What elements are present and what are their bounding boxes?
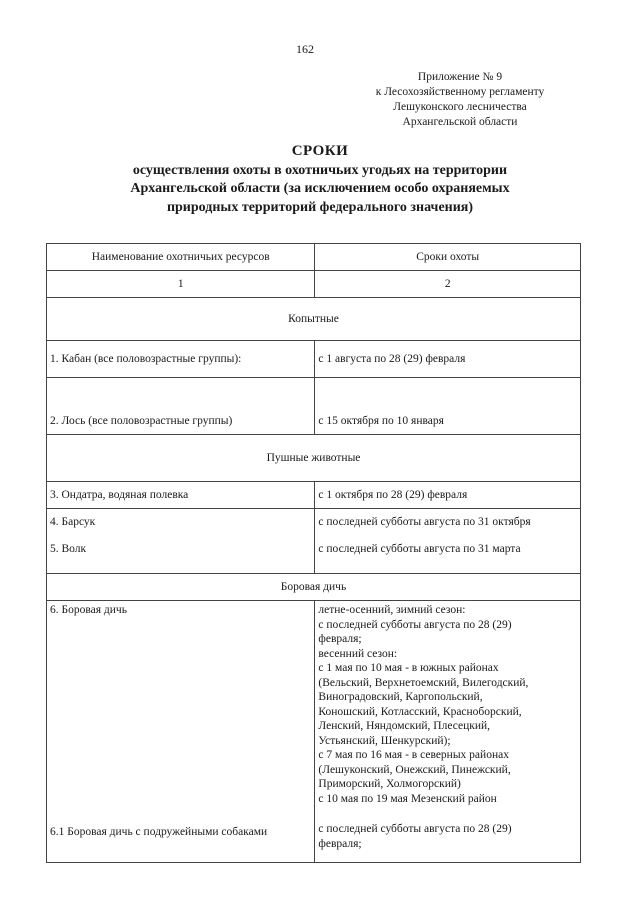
hunting-period [315,509,581,574]
spacer [318,806,577,822]
period-line: Коношский, Котласский, Красноборский, [318,705,522,718]
period-line: февраля; [318,633,362,645]
title-subtitle-line: Архангельской области (за исключением особо охраняемых [130,181,510,196]
section-row-borovaya [47,574,581,601]
spacer [50,618,311,825]
period-line: с последней субботы августа по 28 (29) [318,618,512,631]
title-subtitle-line: природных территорий федерального значения) [166,199,474,215]
hunting-period: с 15 октября по 10 января [315,378,581,435]
header-hunting-period: Сроки охоты [315,244,581,271]
table-header-row [47,244,581,271]
resource-name: 1. Кабан (все половозрастные группы): [47,341,315,378]
period-line: (Лешуконский, Онежский, Пинежский, [318,763,511,776]
spacer [318,530,577,542]
resource-name-volk: 5. Волк [50,542,87,555]
resource-name-borovaya: 6. Боровая дичь [50,604,127,616]
hunting-period [315,601,581,863]
period-line: Виноградовский, Каргопольский, [318,691,483,703]
hunting-period-volk: с последней субботы августа по 31 марта [318,542,521,555]
hunting-period: с 1 августа по 28 (29) февраля [315,341,581,378]
hunting-period: с 1 октября по 28 (29) февраля [315,482,581,509]
period-line: февраля; [318,837,362,850]
title-subtitle-line: осуществления охоты в охотничьих угодьях на территории [132,162,508,178]
period-line: весенний сезон: [318,647,398,660]
table-row [47,341,581,378]
period-line: (Вельский, Верхнетоемский, Вилегодский, [318,676,529,689]
period-line: летне-осенний, зимний сезон: [318,604,466,616]
hunting-periods-table [46,243,581,863]
table-row [47,378,581,435]
spacer [50,530,311,542]
period-line: с 10 мая по 19 мая Мезенский район [318,792,497,805]
period-line: Устьянский, Шенкурский); [318,734,451,747]
appendix-line: Приложение № 9 [417,71,503,83]
section-title: Копытные [47,298,581,341]
period-line: с 7 мая по 16 мая - в северных районах [318,749,509,761]
period-line: Приморский, Холмогорский) [318,778,461,790]
resource-name-barsuk: 4. Барсук [50,516,96,528]
resource-name: 3. Ондатра, водяная полевка [47,482,315,509]
resource-name [47,509,315,574]
appendix-line: Архангельской области [402,116,518,128]
period-line: с последней субботы августа по 28 (29) [318,823,512,835]
section-row-kopytnye [47,298,581,341]
period-line: с 1 мая по 10 мая - в южных районах [318,662,499,674]
column-number: 1 [47,271,315,298]
period-line: Ленский, Няндомский, Плесецкий, [318,720,491,732]
appendix-note [340,70,580,130]
section-title: Боровая дичь [47,574,581,601]
table-row [47,601,581,863]
section-title: Пушные животные [47,435,581,482]
hunting-period-barsuk: с последней субботы августа по 31 октября [318,516,531,528]
table-row [47,509,581,574]
appendix-line: Лешуконского лесничества [393,101,527,113]
resource-name-borovaya-sobaki: 6.1 Боровая дичь с подружейными собаками [50,825,268,838]
appendix-line: к Лесохозяйственному регламенту [375,86,545,98]
title-main: СРОКИ [291,143,349,159]
resource-name [47,601,315,863]
column-number: 2 [315,271,581,298]
table-row [47,482,581,509]
resource-name: 2. Лось (все половозрастные группы) [47,378,315,435]
header-resource-name: Наименование охотничьих ресурсов [47,244,315,271]
page-number: 162 [296,42,314,56]
section-row-pushnye [47,435,581,482]
document-title [60,142,580,217]
column-number-row [47,271,581,298]
